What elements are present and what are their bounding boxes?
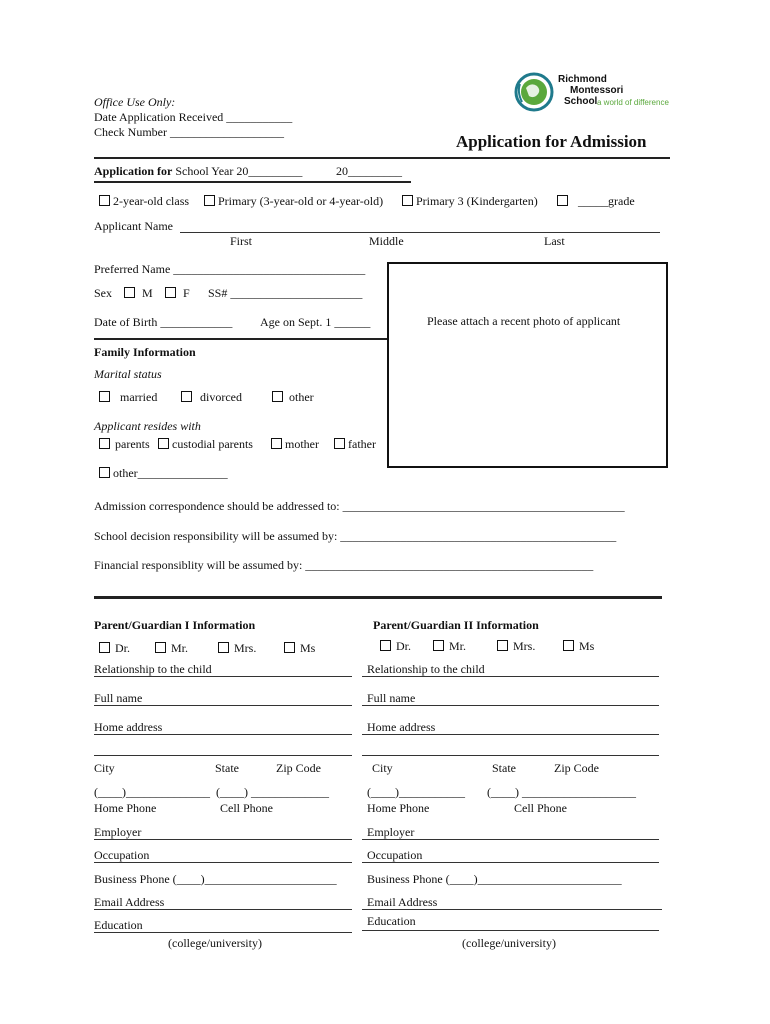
checkbox[interactable]	[271, 438, 282, 449]
school-year-rule	[94, 181, 411, 183]
g1-home-field[interactable]	[94, 734, 352, 735]
middle-label: Middle	[369, 234, 404, 248]
checkbox[interactable]	[165, 287, 176, 298]
g2-occupation-field[interactable]	[362, 862, 659, 863]
g2-state-label: State	[492, 761, 516, 775]
globe-icon	[514, 72, 554, 112]
school-logo	[514, 72, 674, 114]
g1-state-label: State	[215, 761, 239, 775]
photo-instructions: Please attach a recent photo of applicant	[427, 314, 621, 328]
g1-relationship-label: Relationship to the child	[94, 662, 212, 676]
school-year-second-field[interactable]: 20_________	[336, 164, 402, 178]
g1-homephone-label: Home Phone	[94, 801, 157, 815]
sex-f-option[interactable]: F	[165, 286, 190, 301]
check-number-field[interactable]: Check Number ___________________	[94, 125, 284, 139]
checkbox[interactable]	[272, 391, 283, 402]
logo-line3: School	[564, 96, 598, 107]
family-section-rule	[94, 338, 387, 340]
age-field[interactable]: Age on Sept. 1 ______	[260, 315, 371, 329]
g1-title-dr[interactable]: Dr.	[99, 641, 130, 656]
checkbox[interactable]	[557, 195, 568, 206]
g2-education-field[interactable]	[362, 930, 659, 931]
grade-option-kindergarten[interactable]: Primary 3 (Kindergarten)	[402, 194, 538, 209]
grade-option-primary[interactable]: Primary (3-year-old or 4-year-old)	[204, 194, 383, 209]
checkbox[interactable]	[99, 467, 110, 478]
checkbox[interactable]	[181, 391, 192, 402]
g2-home-field[interactable]	[362, 734, 659, 735]
g2-title-mr[interactable]: Mr.	[433, 639, 466, 654]
g1-home-label: Home address	[94, 720, 163, 734]
checkbox[interactable]	[124, 287, 135, 298]
g2-relationship-label: Relationship to the child	[367, 662, 485, 676]
g1-education-field[interactable]	[94, 932, 352, 933]
resides-father[interactable]: father	[334, 437, 376, 452]
logo-line1: Richmond	[558, 74, 607, 85]
checkbox[interactable]	[218, 642, 229, 653]
checkbox[interactable]	[380, 640, 391, 651]
checkbox[interactable]	[334, 438, 345, 449]
decision-field[interactable]: School decision responsibility will be assumed by: ______________________________________________	[94, 529, 617, 543]
g2-email-label: Email Address	[367, 895, 438, 909]
school-year-field[interactable]: School Year 20_________	[175, 164, 303, 178]
page-title: Application for Admission	[456, 132, 647, 151]
sex-label: Sex	[94, 286, 112, 300]
g2-phone-field[interactable]: (____)___________	[367, 785, 465, 799]
g2-zip-label: Zip Code	[554, 761, 599, 775]
g1-email-field[interactable]	[94, 909, 352, 910]
checkbox[interactable]	[204, 195, 215, 206]
g1-relationship-field[interactable]	[94, 676, 352, 677]
checkbox[interactable]	[497, 640, 508, 651]
date-received-field[interactable]: Date Application Received ___________	[94, 110, 293, 124]
marital-divorced[interactable]: divorced	[181, 390, 242, 405]
g1-education-label: Education	[94, 918, 143, 932]
resides-parents[interactable]: parents	[99, 437, 150, 452]
g1-phone-field[interactable]: (____)______________	[94, 785, 210, 799]
first-label: First	[230, 234, 253, 248]
marital-other[interactable]: other	[272, 390, 314, 405]
g1-fullname-field[interactable]	[94, 705, 352, 706]
g1-home-field-2[interactable]	[94, 755, 352, 756]
g1-occupation-field[interactable]	[94, 862, 352, 863]
guardian-section-rule	[94, 596, 662, 599]
financial-field[interactable]: Financial responsiblity will be assumed by: ________________________________________________	[94, 558, 594, 572]
g2-employer-label: Employer	[367, 825, 415, 839]
g1-title-mrs[interactable]: Mrs.	[218, 641, 256, 656]
sex-m-option[interactable]: M	[124, 286, 153, 301]
g1-cell-field[interactable]: (____) _____________	[216, 785, 329, 799]
school-year-label: Application for	[94, 164, 173, 178]
checkbox[interactable]	[158, 438, 169, 449]
title-rule	[94, 157, 670, 159]
family-heading: Family Information	[94, 345, 196, 359]
checkbox[interactable]	[99, 391, 110, 402]
resides-mother[interactable]: mother	[271, 437, 319, 452]
resides-custodial[interactable]: custodial parents	[158, 437, 253, 452]
grade-option-other[interactable]: _____grade	[557, 194, 635, 209]
g2-title-dr[interactable]: Dr.	[380, 639, 411, 654]
checkbox[interactable]	[99, 195, 110, 206]
g1-zip-label: Zip Code	[276, 761, 321, 775]
marital-label: Marital status	[94, 367, 162, 381]
checkbox[interactable]	[284, 642, 295, 653]
g2-home-field-2[interactable]	[362, 755, 659, 756]
dob-field[interactable]: Date of Birth ____________	[94, 315, 233, 329]
checkbox[interactable]	[99, 438, 110, 449]
school-year-row	[94, 164, 302, 179]
g2-cell-field[interactable]: (____) ___________________	[487, 785, 636, 799]
guardian-1-heading: Parent/Guardian I Information	[94, 618, 256, 632]
g2-city-label: City	[372, 761, 393, 775]
g2-business-field[interactable]: Business Phone (____)________________________	[367, 872, 622, 886]
g2-employer-field[interactable]	[362, 839, 659, 840]
g2-college-label: (college/university)	[462, 936, 556, 950]
checkbox[interactable]	[155, 642, 166, 653]
applicant-name-field[interactable]	[180, 232, 660, 233]
g2-education-label: Education	[367, 914, 416, 928]
grade-option-2yo[interactable]: 2-year-old class	[99, 194, 189, 209]
g1-email-label: Email Address	[94, 895, 165, 909]
g1-employer-label: Employer	[94, 825, 142, 839]
checkbox[interactable]	[563, 640, 574, 651]
g2-home-label: Home address	[367, 720, 436, 734]
g1-fullname-label: Full name	[94, 691, 143, 705]
g2-fullname-field[interactable]	[362, 705, 659, 706]
checkbox[interactable]	[99, 642, 110, 653]
guardian-2-heading: Parent/Guardian II Information	[373, 618, 539, 632]
g1-cell-label: Cell Phone	[220, 801, 273, 815]
g1-city-label: City	[94, 761, 115, 775]
checkbox[interactable]	[402, 195, 413, 206]
g1-business-field[interactable]: Business Phone (____)______________________	[94, 872, 337, 886]
logo-tagline: a world of difference	[597, 98, 669, 107]
last-label: Last	[544, 234, 565, 248]
g2-occupation-label: Occupation	[367, 848, 423, 862]
office-use-label: Office Use Only:	[94, 95, 176, 109]
resides-other[interactable]: other_______________	[99, 466, 228, 481]
marital-married[interactable]: married	[99, 390, 157, 405]
g1-title-ms[interactable]: Ms	[284, 641, 315, 656]
ss-field[interactable]: SS# ______________________	[208, 286, 363, 300]
correspondence-field[interactable]: Admission correspondence should be addressed to: _______________________________________________	[94, 499, 625, 513]
resides-label: Applicant resides with	[94, 419, 201, 433]
g2-relationship-field[interactable]	[362, 676, 659, 677]
logo-line2: Montessori	[570, 85, 624, 96]
g2-homephone-label: Home Phone	[367, 801, 430, 815]
preferred-name-field[interactable]: Preferred Name ________________________________	[94, 262, 366, 276]
g2-email-field[interactable]	[362, 909, 662, 910]
photo-box[interactable]	[387, 262, 668, 468]
g2-title-ms[interactable]: Ms	[563, 639, 594, 654]
g1-occupation-label: Occupation	[94, 848, 150, 862]
g1-employer-field[interactable]	[94, 839, 352, 840]
g1-title-mr[interactable]: Mr.	[155, 641, 188, 656]
g2-title-mrs[interactable]: Mrs.	[497, 639, 535, 654]
applicant-name-label: Applicant Name	[94, 219, 173, 233]
g2-cell-label: Cell Phone	[514, 801, 567, 815]
g1-college-label: (college/university)	[168, 936, 262, 950]
g2-fullname-label: Full name	[367, 691, 416, 705]
checkbox[interactable]	[433, 640, 444, 651]
